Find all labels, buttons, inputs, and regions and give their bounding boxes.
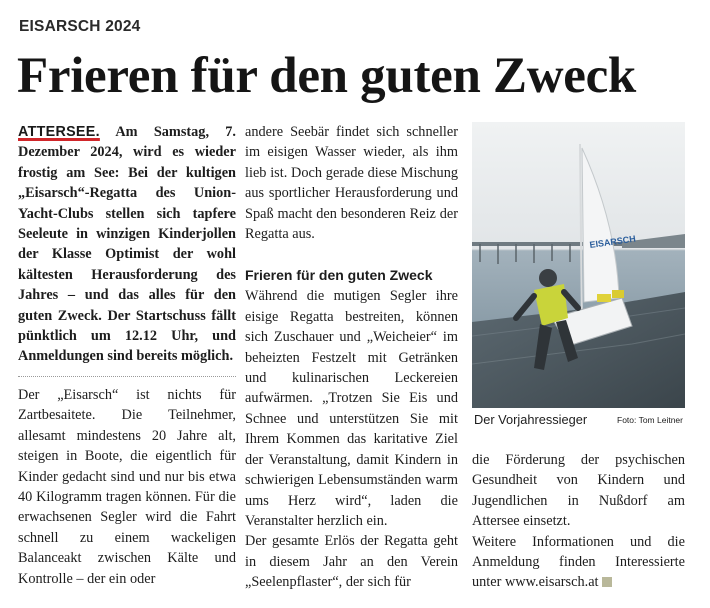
photo-credit: Foto: Tom Leitner (617, 415, 683, 425)
section-kicker: EISARSCH 2024 (19, 18, 141, 35)
photo-caption (472, 410, 685, 430)
lead-paragraph (18, 122, 236, 367)
body-paragraph: Während die mutigen Segler ihre eisige Regatta bestreiten, können sich Zuschauer und „Weicheier“ im beheizten Festzelt mit Getränken und kulinarischen Leckereien aufwärmen. „Trotzen Sie Eis und Schnee und unterstützen Sie mit Ihrem Kommen das karitative Ziel der Veranstaltung, damit Kindern in schwierigen Lebensumständen warm ums Herz wird“, laden die Veranstalter herzlich ein. (245, 288, 458, 529)
closing-text: Weitere Informationen und die Anmeldung finden Interessierte unter www.eisarsch.at (472, 533, 685, 591)
article-column-3 (472, 450, 685, 593)
body-paragraph: andere Seebär findet sich schneller im eisigen Wasser wieder, als ihm lieb ist. Doch gerade diese Mischung aus sportlicher Herausforderung und Spaß macht den besonderen Reiz der Regatta aus. (245, 124, 458, 243)
subheading: Frieren für den guten Zweck (245, 267, 433, 284)
article-photo (472, 122, 685, 408)
photo-sailboat (472, 122, 685, 408)
caption-text: Der Vorjahressieger (474, 412, 588, 427)
dateline-location: ATTERSEE. (18, 124, 100, 140)
sail-lettering: EISARSCH (588, 233, 637, 250)
body-paragraph: Der gesamte Erlös der Regatta geht in diesem Jahr an den Verein „Seelenpflaster“, der sich für (245, 533, 458, 591)
lead-separator (18, 376, 236, 377)
body-paragraph (472, 532, 685, 593)
body-paragraph: die Förderung der psychischen Gesundheit von Kindern und Jugendlichen in Nußdorf am Attersee einsetzt. (472, 452, 685, 530)
end-of-article-mark (602, 577, 612, 587)
article-column-1 (18, 122, 236, 589)
article-column-2 (245, 122, 458, 593)
lead-text: Am Samstag, 7. Dezember 2024, wird es wieder frostig am See: Bei der kultigen „Eisarsch“-Regatta des Union-Yacht-Clubs stellen sich tapfere Seeleute in winzigen Kinderjollen der Klasse Optimist der wohl kältesten Herausforderung des Jahres – und das alles für den guten Zweck. Der Startschuss fällt pünktlich um 12.12 Uhr, und Anmeldungen sind bereits möglich. (18, 124, 236, 365)
article-headline: Frieren für den guten Zweck (17, 48, 636, 104)
body-paragraph: Der „Eisarsch“ ist nichts für Zartbesaitete. Die Teilnehmer, allesamt mindestens 20 Jahre alt, steigen in Boote, die eigentlich für Kinder gedacht sind und nur bis etwa 40 Kilogramm tragen können. Für die erwachsenen Segler wird die Fahrt schnell zu einem wackeligen Balanceakt zwischen Kälte und Kontrolle – der ein oder (18, 386, 236, 587)
